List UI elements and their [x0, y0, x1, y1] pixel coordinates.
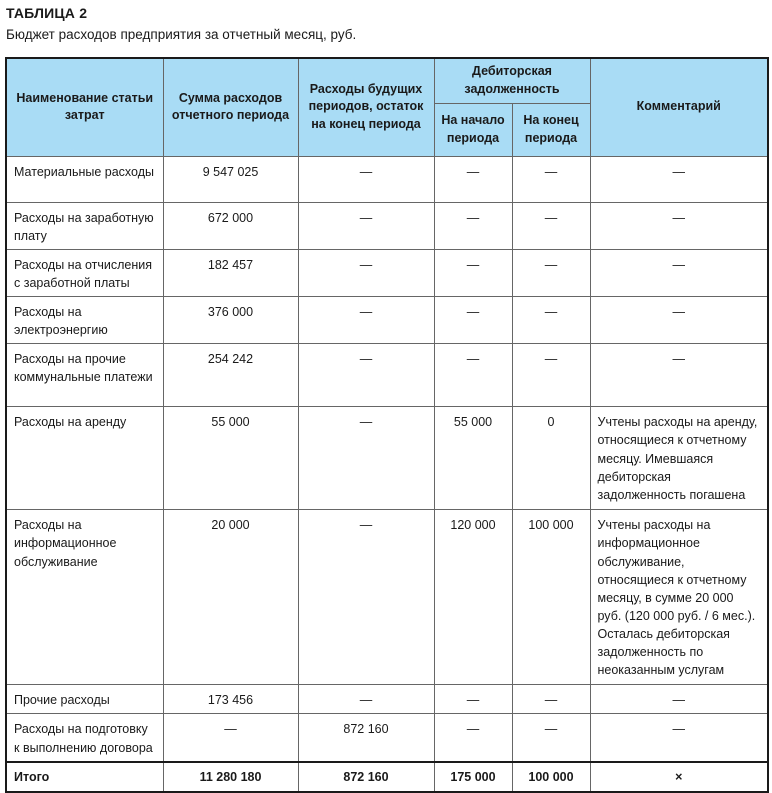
- total-future: 872 160: [298, 762, 434, 792]
- cell-future: —: [298, 202, 434, 249]
- cell-sum: 173 456: [163, 685, 298, 714]
- total-row: [6, 762, 768, 792]
- cell-future: —: [298, 685, 434, 714]
- cell-debt-end: —: [512, 202, 590, 249]
- cell-name: Расходы на электроэнергию: [6, 297, 163, 344]
- cell-future: —: [298, 344, 434, 407]
- cell-sum: —: [163, 714, 298, 762]
- column-header-debt-end: На конец периода: [512, 103, 590, 156]
- table-header: [6, 58, 768, 156]
- cell-debt-start: —: [434, 344, 512, 407]
- table-row: [6, 297, 768, 344]
- column-header-sum: Сумма расходов отчетного периода: [163, 58, 298, 156]
- budget-table: [5, 57, 769, 793]
- cell-debt-start: —: [434, 156, 512, 202]
- cell-future: —: [298, 156, 434, 202]
- cell-future: 872 160: [298, 714, 434, 762]
- total-debt-start: 175 000: [434, 762, 512, 792]
- table-row: [6, 685, 768, 714]
- cell-sum: 254 242: [163, 344, 298, 407]
- cell-debt-end: —: [512, 344, 590, 407]
- cell-comment: —: [590, 156, 768, 202]
- cell-future: —: [298, 297, 434, 344]
- cell-name: Расходы на подготовку к выполнению договора: [6, 714, 163, 762]
- table-subtitle: Бюджет расходов предприятия за отчетный месяц, руб.: [6, 27, 357, 42]
- cell-debt-start: —: [434, 297, 512, 344]
- cell-comment: —: [590, 202, 768, 249]
- cell-sum: 672 000: [163, 202, 298, 249]
- cell-sum: 9 547 025: [163, 156, 298, 202]
- cell-debt-end: 0: [512, 407, 590, 510]
- cell-future: —: [298, 407, 434, 510]
- cell-debt-end: —: [512, 685, 590, 714]
- cell-name: Прочие расходы: [6, 685, 163, 714]
- table-row: [6, 407, 768, 510]
- table-row: [6, 249, 768, 296]
- cell-debt-end: 100 000: [512, 510, 590, 685]
- cell-sum: 55 000: [163, 407, 298, 510]
- cell-comment: —: [590, 714, 768, 762]
- cell-debt-end: —: [512, 297, 590, 344]
- cell-debt-start: —: [434, 685, 512, 714]
- total-sum: 11 280 180: [163, 762, 298, 792]
- cell-name: Расходы на заработную плату: [6, 202, 163, 249]
- cell-sum: 20 000: [163, 510, 298, 685]
- cell-future: —: [298, 249, 434, 296]
- cell-debt-start: —: [434, 202, 512, 249]
- cell-debt-start: 55 000: [434, 407, 512, 510]
- cell-comment: —: [590, 297, 768, 344]
- table-title: ТАБЛИЦА 2: [6, 5, 88, 21]
- table-row: [6, 714, 768, 762]
- column-header-comment: Комментарий: [590, 58, 768, 156]
- cell-debt-start: —: [434, 249, 512, 296]
- table-row: [6, 510, 768, 685]
- cell-future: —: [298, 510, 434, 685]
- cell-debt-start: 120 000: [434, 510, 512, 685]
- cell-name: Расходы на аренду: [6, 407, 163, 510]
- table-row: [6, 156, 768, 202]
- cell-comment: Учтены расходы на информационное обслуживание, относящиеся к отчетному месяцу, в сумме 20 000 руб. (120 000 руб. / 6 мес.). Осталась дебиторская задолженность по неоказанным услугам: [590, 510, 768, 685]
- total-comment: ×: [590, 762, 768, 792]
- table-body: [6, 156, 768, 792]
- cell-sum: 376 000: [163, 297, 298, 344]
- cell-debt-start: —: [434, 714, 512, 762]
- cell-sum: 182 457: [163, 249, 298, 296]
- cell-comment: —: [590, 344, 768, 407]
- column-header-debt-start: На начало периода: [434, 103, 512, 156]
- column-header-debt-group: Дебиторская задолженность: [434, 58, 590, 103]
- table-row: [6, 202, 768, 249]
- cell-debt-end: —: [512, 156, 590, 202]
- cell-debt-end: —: [512, 249, 590, 296]
- cell-comment: —: [590, 249, 768, 296]
- cell-name: Расходы на прочие коммунальные платежи: [6, 344, 163, 407]
- cell-name: Расходы на информационное обслуживание: [6, 510, 163, 685]
- cell-comment: —: [590, 685, 768, 714]
- column-header-future: Расходы будущих периодов, остаток на конец периода: [298, 58, 434, 156]
- table-row: [6, 344, 768, 407]
- total-debt-end: 100 000: [512, 762, 590, 792]
- cell-comment: Учтены расходы на аренду, относящиеся к отчетному месяцу. Имевшаяся дебиторская задолженность погашена: [590, 407, 768, 510]
- column-header-name: Наименование статьи затрат: [6, 58, 163, 156]
- cell-name: Материальные расходы: [6, 156, 163, 202]
- total-label: Итого: [6, 762, 163, 792]
- cell-name: Расходы на отчисления с заработной платы: [6, 249, 163, 296]
- cell-debt-end: —: [512, 714, 590, 762]
